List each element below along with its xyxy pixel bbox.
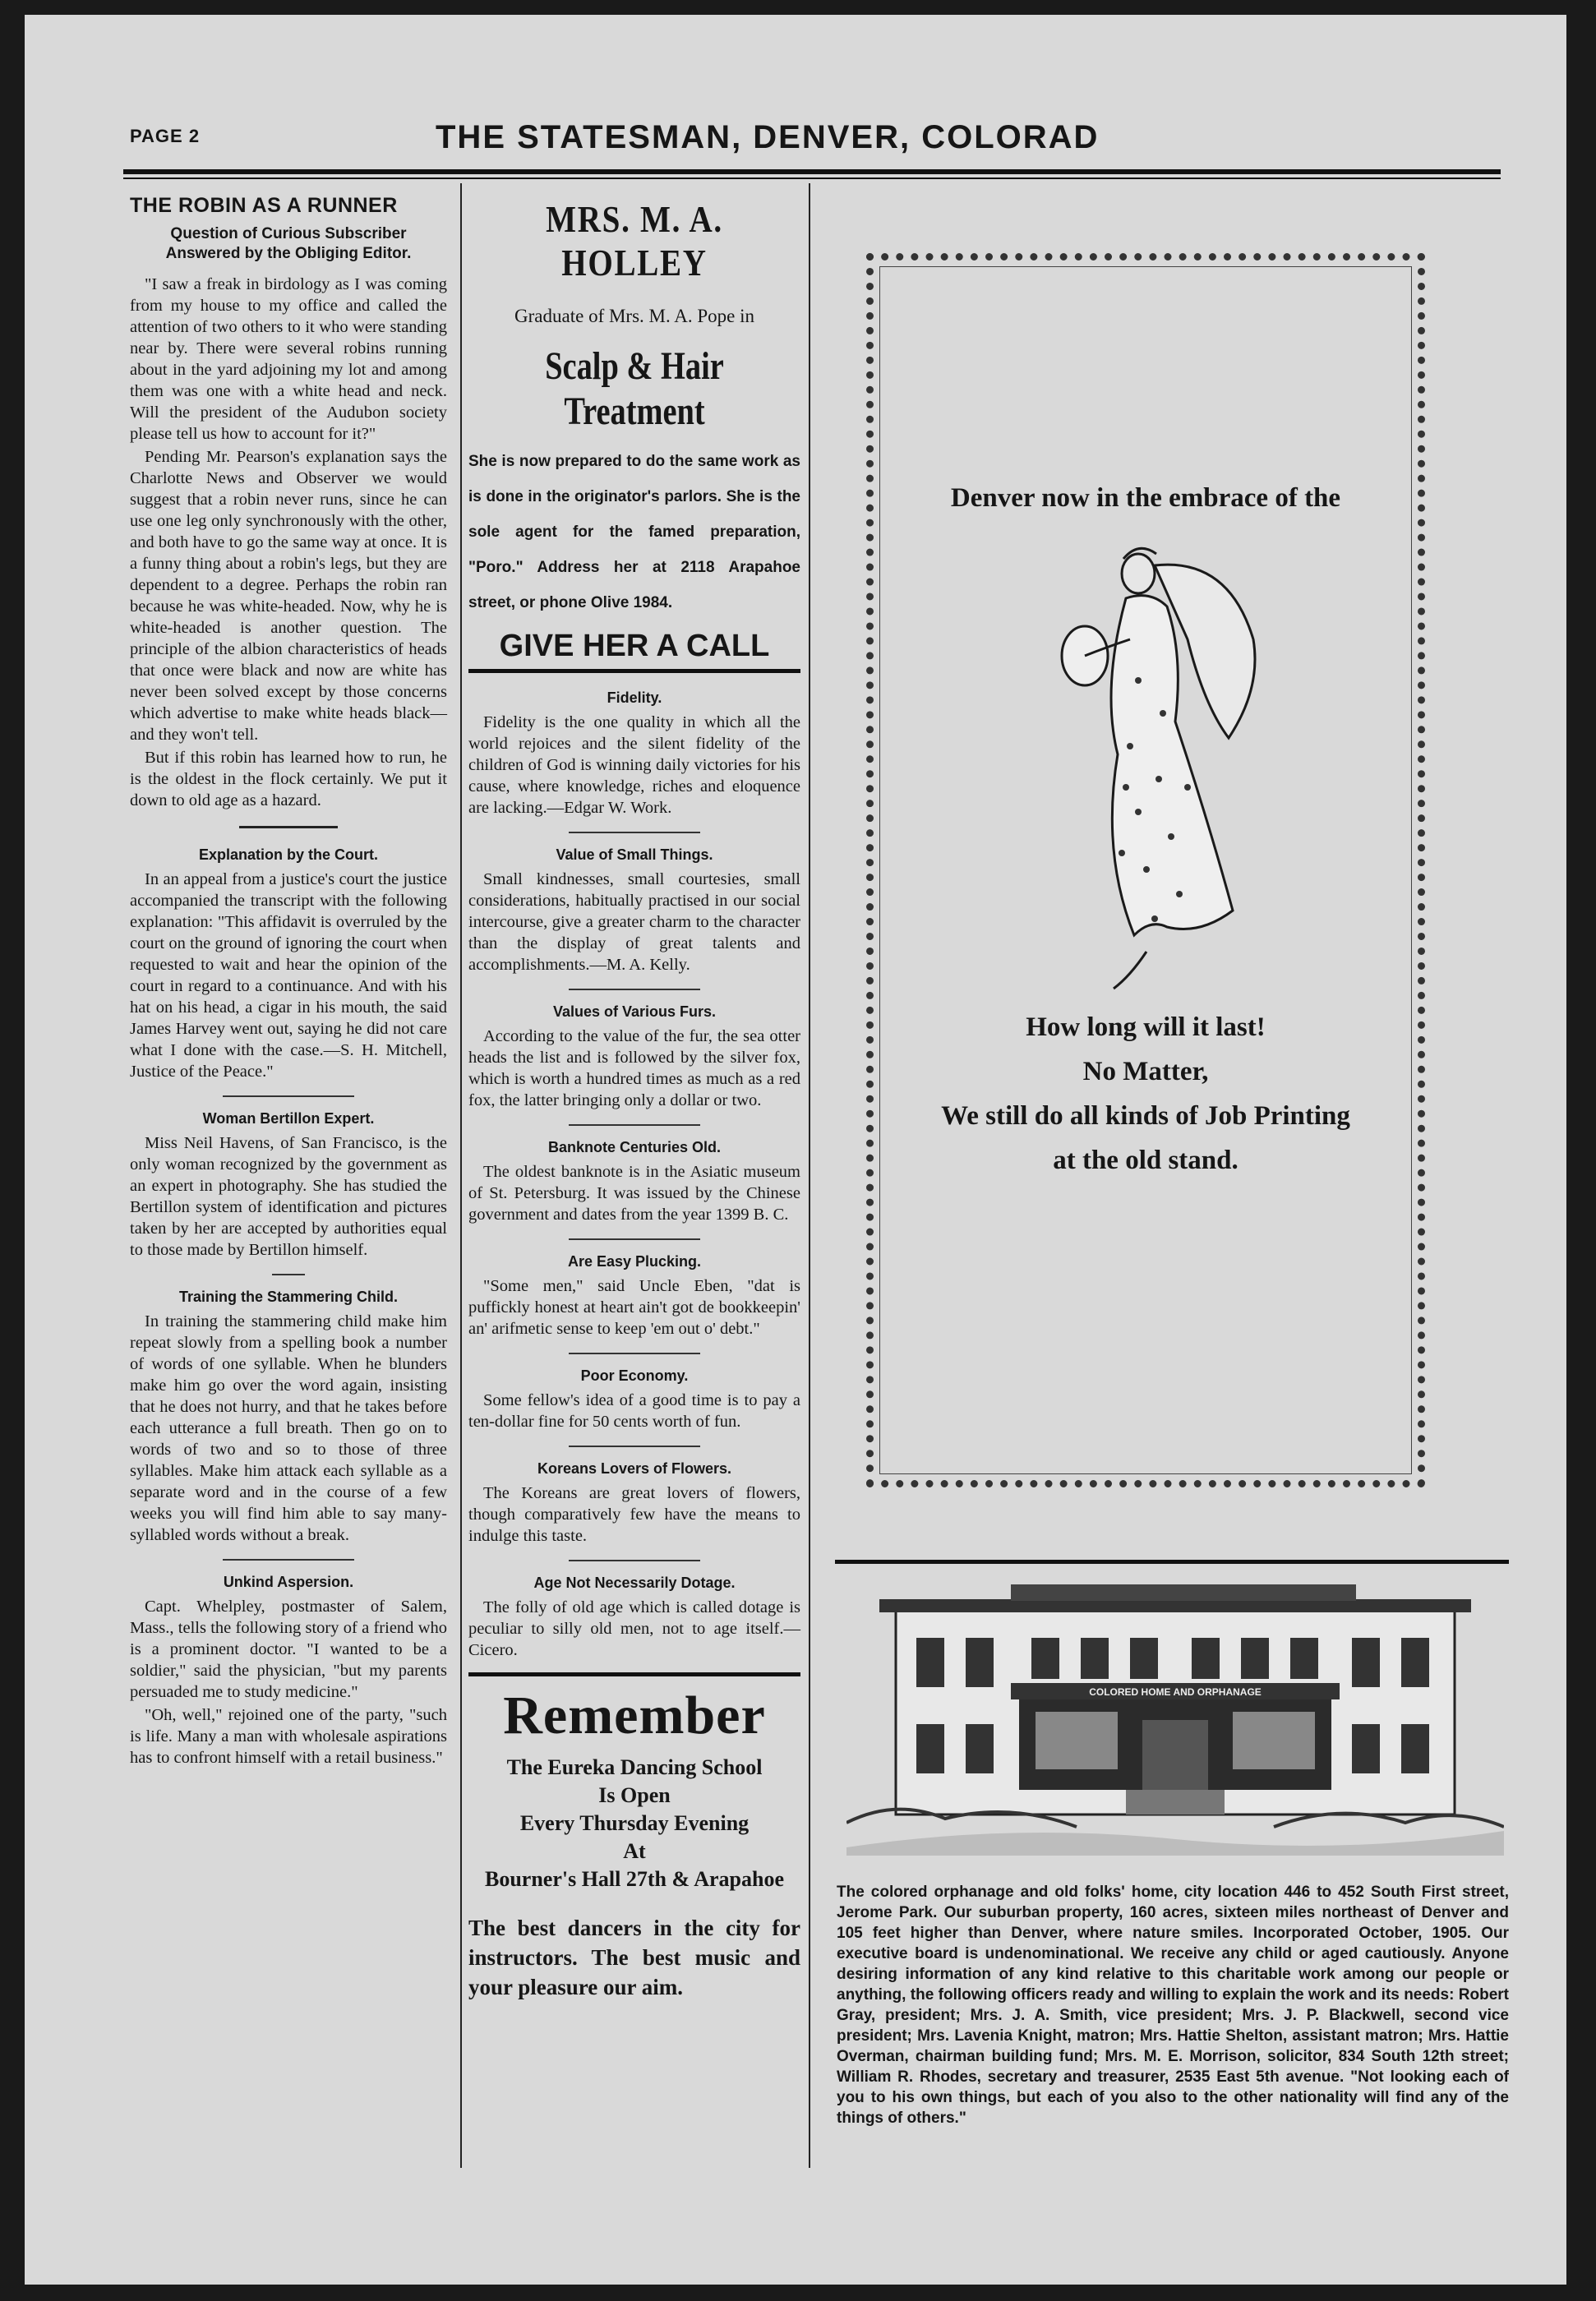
court-heading: Explanation by the Court. (198, 846, 378, 863)
holley-graduate: Graduate of Mrs. M. A. Pope in (514, 306, 754, 326)
printing-line: How long will it last! (1026, 1012, 1266, 1042)
item-heading: Age Not Necessarily Dotage. (533, 1575, 736, 1591)
column-rule-1 (460, 183, 462, 2168)
court-text: In an appeal from a justice's court the justice accompanied the transcript with the following explanation: "This affidavit is overruled by the court on the ground of ignoring the court when requested to wait and hear the opinion of the court in regard to a continuance. And with his hat on his head, a cigar in his mouth, the said James Harvey went out, saying he did not care what I done with the case.—S. H. Mitchell, Justice of the Peace." (130, 870, 447, 1081)
masthead-rule (123, 169, 1501, 174)
item-text: "Some men," said Uncle Eben, "dat is puffickly honest at heart ain't got de bookkeepin' an' arifmetic sense to keep 'em out o' debt." (468, 1277, 800, 1338)
orphanage-building-illustration (846, 1576, 1504, 1872)
dance-line: The Eureka Dancing School (506, 1755, 763, 1779)
goddess-figure-illustration (1048, 541, 1270, 1001)
item-heading: Banknote Centuries Old. (547, 1139, 722, 1155)
holley-ad (468, 197, 800, 673)
stammer-text: In training the stammering child make him repeat slowly from a spelling book a number of words of one syllable. When he blunders make him go over the word again, insisting that he does not hurry, and that he takes before each utterance a full breath. Then go on to words of two and so to those of three syllables. Make him attack each syllable as a separate word and in the course of a few weeks you will find him able to say many-syllabled words without a break. (130, 1312, 447, 1544)
robin-headline: THE ROBIN AS A RUNNER (130, 194, 398, 217)
separator (223, 1095, 354, 1097)
robin-paragraph: "I saw a freak in birdology as I was coming from my house to my office and called the attention of two others to it who were standing near by. There were several robins running about in the yard adjoining my lot and among them was one with a white head and neck. Will the president of the Audubon society please tell us how to account for it?" (130, 275, 447, 443)
separator (569, 1238, 700, 1240)
item-text: Some fellow's idea of a good time is to pay a ten-dollar fine for 50 cents worth of fun. (468, 1391, 800, 1431)
newspaper-page (25, 15, 1566, 2285)
give-her-a-call: GIVE HER A CALL (499, 629, 770, 663)
separator (272, 1274, 305, 1275)
printing-line: No Matter, (1082, 1057, 1209, 1086)
printing-ad-top: Denver now in the embrace of the (950, 483, 1341, 513)
dance-line: At (623, 1839, 646, 1863)
dance-bottom: The best dancers in the city for instructors. The best music and your pleasure our aim. (468, 1916, 800, 1999)
column-rule-2 (809, 183, 810, 2168)
separator (569, 1560, 700, 1561)
dance-line: Bourner's Hall 27th & Arapahoe (484, 1867, 784, 1891)
page-label: PAGE 2 (130, 126, 201, 146)
dance-line: Every Thursday Evening (519, 1811, 750, 1835)
remember-heading: Remember (503, 1685, 766, 1745)
aspersion-heading: Unkind Aspersion. (223, 1574, 354, 1590)
masthead-rule-thin (123, 178, 1501, 179)
holley-name: MRS. M. A. HOLLEY (546, 198, 723, 284)
column-1 (130, 194, 447, 1770)
printing-line: at the old stand. (1053, 1146, 1239, 1175)
bertillon-text: Miss Neil Havens, of San Francisco, is the only woman recognized by the government as an expert in photography. She has studied the Bertillon system of identification and pictures taken by her are accepted by authorities equal to those made by Bertillon himself. (130, 1134, 447, 1259)
aspersion-paragraph: "Oh, well," rejoined one of the party, "such is life. Many a man with wholesale aspirations has to confront himself with a retail business." (130, 1706, 447, 1767)
holley-body: She is now prepared to do the same work as is done in the originator's parlors. She is the sole agent for the famed preparation, "Poro." Address her at 2118 Arapahoe street, or phone Olive 1984. (468, 453, 800, 611)
separator (569, 989, 700, 990)
item-heading: Value of Small Things. (556, 846, 713, 863)
robin-deck: Question of Curious Subscriber Answered by the Obliging Editor. (165, 225, 412, 262)
item-text: Fidelity is the one quality in which all the world rejoices and the silent fidelity of the children of God is winning daily victories for his cause, where knowledge, riches and eloquence are lacking.—Edgar W. Work. (468, 713, 800, 817)
item-text: The folly of old age which is called dotage is peculiar to silly old men, not to age itself.—Cicero. (468, 1598, 800, 1659)
separator (569, 1124, 700, 1126)
orphanage-rule (835, 1560, 1509, 1564)
printing-line: We still do all kinds of Job Printing (941, 1101, 1350, 1131)
newspaper-title: THE STATESMAN, DENVER, COLORAD (436, 119, 1100, 155)
robin-paragraph: But if this robin has learned how to run, he is the oldest in the flock certainly. We put it down to old age as a hazard. (130, 749, 447, 809)
stammer-heading: Training the Stammering Child. (178, 1289, 399, 1305)
separator (223, 1559, 354, 1561)
building-sign: COLORED HOME AND ORPHANAGE (1089, 1686, 1262, 1698)
robin-paragraph: Pending Mr. Pearson's explanation says the Charlotte News and Observer we would suggest that a robin never runs, since he can use one leg only synchronously with the other, and both have to go the same way at once. It is a funny thing about a robin's legs, but they are dependent to a degree. Perhaps the robin ran because he was white-headed. Now, why he is white-headed is another question. The principle of the albion characteristics of heads that once were black and now are white has never been solved except by those concerns which advertise to make white heads black—and they won't tell. (130, 448, 447, 744)
ad-rule (468, 669, 800, 673)
item-heading: Values of Various Furs. (552, 1003, 717, 1020)
dance-line: Is Open (598, 1783, 671, 1807)
separator (239, 826, 338, 828)
aspersion-paragraph: Capt. Whelpley, postmaster of Salem, Mass., tells the following story of a friend who is a prominent doctor. "I wanted to be a soldier," said the physician, "but my parents persuaded me to study medicine." (130, 1598, 447, 1701)
item-text: The Koreans are great lovers of flowers, though comparatively few have the means to indulge this taste. (468, 1484, 800, 1545)
bertillon-heading: Woman Bertillon Expert. (202, 1110, 375, 1127)
item-heading: Are Easy Plucking. (567, 1253, 702, 1270)
masthead (25, 101, 1566, 167)
item-heading: Poor Economy. (580, 1367, 689, 1384)
printing-ad-text (879, 1005, 1412, 1183)
item-heading: Fidelity. (607, 689, 662, 706)
ad-rule (468, 1672, 800, 1676)
orphanage-text: The colored orphanage and old folks' home, city location 446 to 452 South First street, Jerome Park. Our suburban property, 160 acres, sixteen miles northeast of Denver and 105 feet higher than Denver, where nature smiles. Incorporated October, 1905. Our executive board is undenominational. We receive any child or aged cautiously. Anyone desiring information of any kind relative to this charitable work among our people or anything, the following officers ready and willing to explain the work and its needs: Robert Gray, president; Mrs. J. A. Smith, vice president; Mrs. J. P. Blackwell, second vice president; Mrs. Lavenia Knight, matron; Mrs. Hattie Shelton, assistant matron; Mrs. Hattie Overman, chairman building fund; Mrs. M. E. Morrison, solicitor, 834 South 12th street; William R. Rhodes, secretary and treasurer, 2535 East 5th avenue. "Not looking each of you to his own things, but each of you also to the other nationality will find any of the things of others." (837, 1884, 1509, 2127)
dance-school-ad (468, 1685, 800, 2002)
holley-service: Scalp & Hair Treatment (545, 344, 724, 433)
item-text: Small kindnesses, small courtesies, small considerations, habitually practised in our social intercourse, give a greater charm to the character than the display of great talents and accomplishments.—M. A. Kelly. (468, 870, 800, 974)
separator (569, 1446, 700, 1447)
item-heading: Koreans Lovers of Flowers. (537, 1460, 732, 1477)
separator (569, 1353, 700, 1354)
item-text: The oldest banknote is in the Asiatic museum of St. Petersburg. It was issued by the Chinese government and dates from the year 1399 B. C. (468, 1163, 800, 1224)
item-text: According to the value of the fur, the sea otter heads the list and is followed by the silver fox, which is worth a hundred times as much as a red fox, the latter bringing only a dollar or two. (468, 1027, 800, 1109)
column-2 (468, 194, 800, 2002)
separator (569, 832, 700, 833)
